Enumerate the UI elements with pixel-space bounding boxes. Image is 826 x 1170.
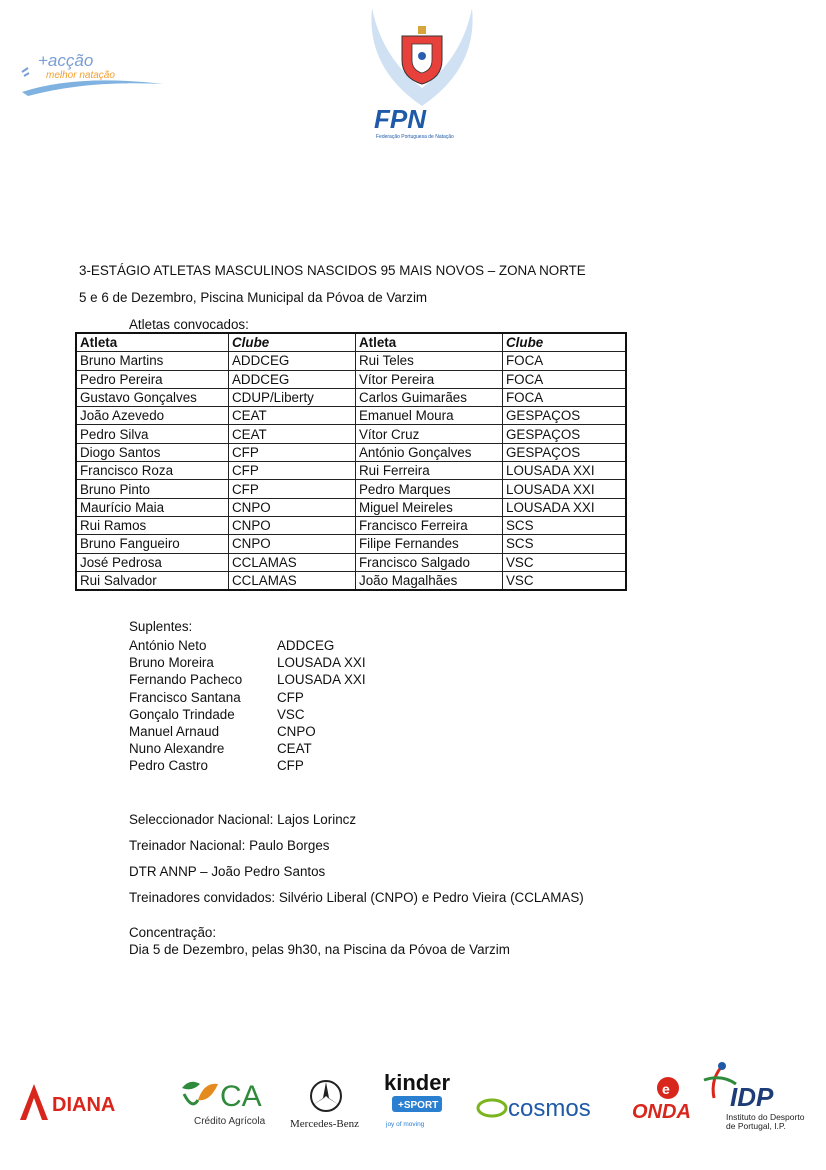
suplente-club: CNPO <box>277 723 316 739</box>
suplente-name: Francisco Santana <box>129 689 241 705</box>
club-cell: GESPAÇOS <box>503 407 627 425</box>
club-cell: CFP <box>229 480 356 498</box>
mercedes-text: Mercedes-Benz <box>290 1118 360 1130</box>
suplente-item <box>129 637 366 654</box>
document-title: 3-ESTÁGIO ATLETAS MASCULINOS NASCIDOS 95 MAIS NOVOS – ZONA NORTE <box>79 263 586 278</box>
club-cell: FOCA <box>503 370 627 388</box>
cosmos-text: cosmos <box>508 1095 591 1122</box>
fpn-logo <box>362 8 482 143</box>
suplente-item <box>129 671 366 688</box>
idp-logo <box>700 1058 812 1137</box>
onda-logo <box>628 1074 708 1129</box>
athlete-cell: Pedro Marques <box>356 480 503 498</box>
club-cell: CEAT <box>229 425 356 443</box>
club-cell: SCS <box>503 516 627 534</box>
suplente-item <box>129 689 366 706</box>
idp-line1: Instituto do Desporto <box>726 1112 805 1122</box>
athlete-cell: Diogo Santos <box>76 443 229 461</box>
club-cell: GESPAÇOS <box>503 425 627 443</box>
athlete-cell: Francisco Salgado <box>356 553 503 571</box>
suplente-name: Fernando Pacheco <box>129 672 243 688</box>
athlete-cell: Vítor Cruz <box>356 425 503 443</box>
suplente-name: Bruno Moreira <box>129 655 214 671</box>
suplente-name: António Neto <box>129 638 207 653</box>
table-row <box>76 462 626 480</box>
ca-mark: CA <box>220 1080 262 1113</box>
athlete-cell: Filipe Fernandes <box>356 535 503 553</box>
table-row <box>76 352 626 370</box>
athlete-cell: Carlos Guimarães <box>356 388 503 406</box>
suplente-name: Manuel Arnaud <box>129 723 220 739</box>
acao-logo-subtext: melhor natação <box>46 70 115 81</box>
kinder-sub: +SPORT <box>398 1100 439 1111</box>
table-row <box>76 388 626 406</box>
fpn-logo-text: FPN <box>374 104 426 134</box>
cosmos-logo <box>474 1090 614 1129</box>
athlete-cell: Pedro Pereira <box>76 370 229 388</box>
athlete-cell: António Gonçalves <box>356 443 503 461</box>
ca-text: Crédito Agrícola <box>194 1116 266 1127</box>
suplente-item <box>129 740 366 757</box>
athlete-cell: Gustavo Gonçalves <box>76 388 229 406</box>
athlete-cell: José Pedrosa <box>76 553 229 571</box>
document-subtitle: 5 e 6 de Dezembro, Piscina Municipal da Póvoa de Varzim <box>79 290 428 305</box>
suplentes-list <box>129 637 366 775</box>
seleccionador-line: Seleccionador Nacional: Lajos Lorincz <box>129 812 357 827</box>
athlete-cell: Francisco Ferreira <box>356 516 503 534</box>
onda-text: ONDA <box>632 1101 691 1123</box>
club-cell: CFP <box>229 462 356 480</box>
athletes-table <box>75 332 627 591</box>
header-athlete-1: Atleta <box>76 333 229 352</box>
club-cell: ADDCEG <box>229 370 356 388</box>
table-row <box>76 443 626 461</box>
suplente-item <box>129 654 366 671</box>
club-cell: CCLAMAS <box>229 571 356 590</box>
suplente-club: CFP <box>277 689 304 705</box>
suplente-club: LOUSADA XXI <box>277 655 366 671</box>
club-cell: CNPO <box>229 516 356 534</box>
athlete-cell: João Azevedo <box>76 407 229 425</box>
club-cell: LOUSADA XXI <box>503 498 627 516</box>
treinador-line: Treinador Nacional: Paulo Borges <box>129 838 330 853</box>
table-row <box>76 370 626 388</box>
club-cell: CDUP/Liberty <box>229 388 356 406</box>
club-cell: VSC <box>503 571 627 590</box>
kinder-mark: kinder <box>384 1070 451 1095</box>
club-cell: FOCA <box>503 352 627 370</box>
club-cell: CNPO <box>229 535 356 553</box>
table-header-row <box>76 333 626 352</box>
suplentes-label: Suplentes: <box>129 619 193 634</box>
fpn-logo-subtitle: Federação Portuguesa de Natação <box>376 134 454 140</box>
diana-logo <box>18 1080 163 1127</box>
club-cell: LOUSADA XXI <box>503 480 627 498</box>
credito-agricola-logo <box>180 1074 275 1135</box>
athlete-cell: Rui Teles <box>356 352 503 370</box>
athlete-cell: João Magalhães <box>356 571 503 590</box>
idp-line2: de Portugal, I.P. <box>726 1121 786 1131</box>
table-row <box>76 425 626 443</box>
club-cell: CNPO <box>229 498 356 516</box>
club-cell: CCLAMAS <box>229 553 356 571</box>
athlete-cell: Bruno Martins <box>76 352 229 370</box>
athlete-cell: Bruno Fangueiro <box>76 535 229 553</box>
dtr-line: DTR ANNP – João Pedro Santos <box>129 864 326 879</box>
club-cell: ADDCEG <box>229 352 356 370</box>
acao-logo-text: +acção <box>38 51 94 70</box>
svg-text:e: e <box>662 1081 670 1097</box>
club-cell: GESPAÇOS <box>503 443 627 461</box>
kinder-tag: joy of moving <box>386 1121 425 1128</box>
club-cell: LOUSADA XXI <box>503 462 627 480</box>
athlete-cell: Pedro Silva <box>76 425 229 443</box>
athlete-cell: Rui Salvador <box>76 571 229 590</box>
club-cell: SCS <box>503 535 627 553</box>
kinder-logo <box>382 1068 457 1137</box>
table-row <box>76 516 626 534</box>
header-athlete-2: Atleta <box>356 333 503 352</box>
suplente-item <box>129 757 366 774</box>
athlete-cell: Maurício Maia <box>76 498 229 516</box>
athlete-cell: Rui Ramos <box>76 516 229 534</box>
suplente-club: CEAT <box>277 741 312 757</box>
table-row <box>76 498 626 516</box>
athlete-cell: Vítor Pereira <box>356 370 503 388</box>
suplente-item <box>129 706 366 723</box>
athlete-cell: Francisco Roza <box>76 462 229 480</box>
club-cell: CFP <box>229 443 356 461</box>
table-row <box>76 571 626 590</box>
suplente-club: ADDCEG <box>277 638 335 653</box>
convocados-label: Atletas convocados: <box>129 317 249 332</box>
header-club-1: Clube <box>229 333 356 352</box>
suplente-club: LOUSADA XXI <box>277 672 366 688</box>
acao-logo <box>18 42 168 102</box>
idp-mark: IDP <box>730 1082 774 1112</box>
header-club-2: Clube <box>503 333 627 352</box>
table-row <box>76 480 626 498</box>
club-cell: CEAT <box>229 407 356 425</box>
diana-logo-text: DIANA <box>52 1094 116 1116</box>
club-cell: FOCA <box>503 388 627 406</box>
athlete-cell: Bruno Pinto <box>76 480 229 498</box>
table-row <box>76 535 626 553</box>
suplente-item <box>129 723 366 740</box>
club-cell: VSC <box>503 553 627 571</box>
suplente-club: VSC <box>277 706 305 722</box>
suplente-name: Pedro Castro <box>129 758 208 774</box>
athlete-cell: Miguel Meireles <box>356 498 503 516</box>
suplente-name: Gonçalo Trindade <box>129 706 235 722</box>
table-row <box>76 553 626 571</box>
suplente-name: Nuno Alexandre <box>129 741 225 757</box>
athlete-cell: Rui Ferreira <box>356 462 503 480</box>
convidados-line: Treinadores convidados: Silvério Liberal (CNPO) e Pedro Vieira (CCLAMAS) <box>129 890 584 905</box>
table-row <box>76 407 626 425</box>
concentracao-label: Concentração: <box>129 925 217 940</box>
suplente-club: CFP <box>277 758 304 774</box>
mercedes-logo <box>290 1074 370 1137</box>
athlete-cell: Emanuel Moura <box>356 407 503 425</box>
concentracao-text: Dia 5 de Dezembro, pelas 9h30, na Piscina da Póvoa de Varzim <box>129 942 510 957</box>
